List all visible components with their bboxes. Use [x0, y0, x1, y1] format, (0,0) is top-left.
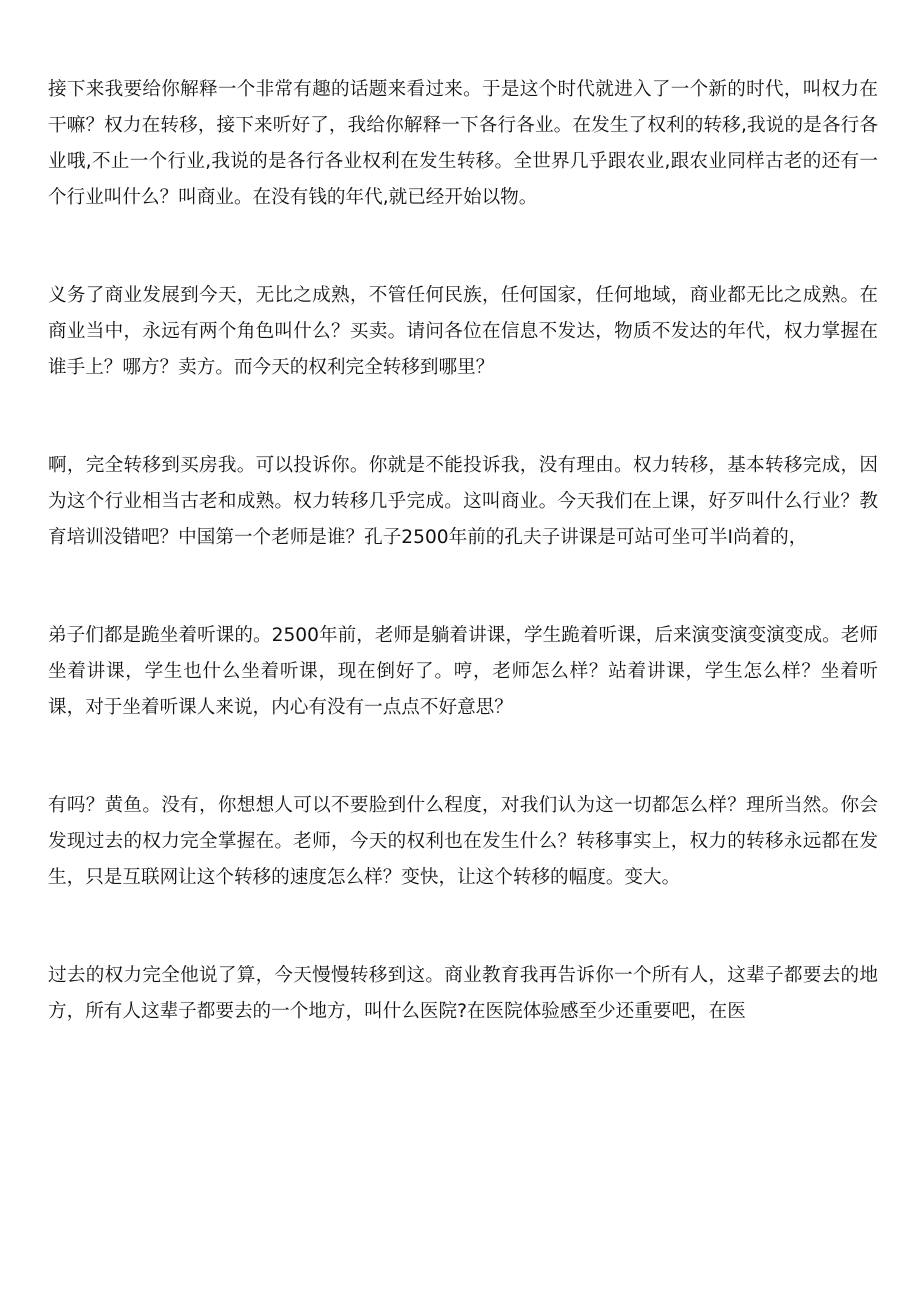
paragraph-2: 义务了商业发展到今天，无比之成熟，不管任何民族，任何国家，任何地域，商业都无比之成熟。在商业当中，永远有两个角色叫什么？买卖。请问各位在信息不发达，物质不发达的年代，权力掌握在谁手上？哪方？卖方。而今天的权利完全转移到哪里？	[48, 285, 878, 378]
paragraph-3: 啊，完全转移到买房我。可以投诉你。你就是不能投诉我，没有理由。权力转移，基本转移完成，因为这个行业相当古老和成熟。权力转移几乎完成。这叫商业。今天我们在上课，好歹叫什么行业？教育培训没错吧？中国第一个老师是谁？孔子2500年前的孔夫子讲课是可站可坐可半I尚着的，	[48, 455, 878, 548]
paragraph-6: 过去的权力完全他说了算，今天慢慢转移到这。商业教育我再告诉你一个所有人，这辈子都要去的地方，所有人这辈子都要去的一个地方，叫什么医院?在医院体验感至少还重要吧，在医	[48, 965, 878, 1022]
paragraph-1: 接下来我要给你解释一个非常有趣的话题来看过来。于是这个时代就进入了一个新的时代，叫权力在干嘛？权力在转移，接下来听好了，我给你解释一下各行各业。在发生了权利的转移,我说的是各行各业哦,不止一个行业,我说的是各行各业权利在发生转移。全世界几乎跟农业,跟农业同样古老的还有一个行业叫什么？叫商业。在没有钱的年代,就已经开始以物。	[48, 79, 878, 208]
paragraph-4: 弟子们都是跪坐着听课的。2500年前，老师是躺着讲课，学生跪着听课，后来演变演变演变成。老师坐着讲课，学生也什么坐着听课，现在倒好了。哼，老师怎么样？站着讲课，学生怎么样？坐着听课，对于坐着听课人来说，内心有没有一点点不好意思？	[48, 625, 878, 718]
document-body	[48, 72, 878, 1092]
paragraph-5: 有吗？黄鱼。没有，你想想人可以不要脸到什么程度，对我们认为这一切都怎么样？理所当然。你会发现过去的权力完全掌握在。老师，今天的权利也在发生什么？转移事实上，权力的转移永远都在发生，只是互联网让这个转移的速度怎么样？变快，让这个转移的幅度。变大。	[48, 795, 878, 888]
